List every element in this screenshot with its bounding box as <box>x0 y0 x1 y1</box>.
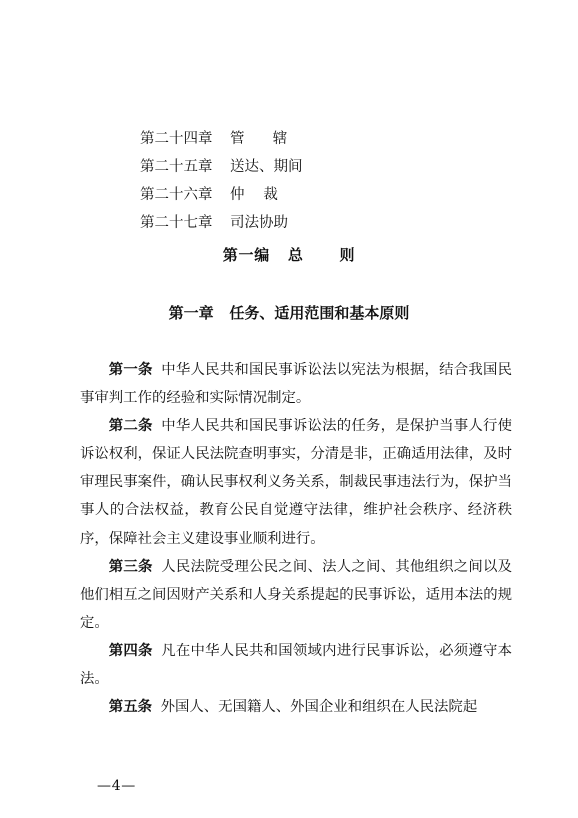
chapter-heading: 第一章 任务、适用范围和基本原则 <box>168 304 410 322</box>
article-text: 人民法院受理公民之间、法人之间、其他组织之间以及他们相互之间因财产关系和人身关系提起的民事诉讼，适用本法的规定。 <box>80 558 512 631</box>
article-paragraph <box>80 637 512 693</box>
part-heading: 第一编 总 则 <box>222 246 356 264</box>
article-body <box>80 356 512 721</box>
toc-chapter-number: 第二十五章 <box>140 159 213 175</box>
article-paragraph <box>80 693 512 721</box>
toc-chapter-title: 司法协助 <box>230 215 288 231</box>
article-number: 第五条 <box>108 699 152 716</box>
toc-chapter-number: 第二十六章 <box>140 187 213 203</box>
article-paragraph <box>80 412 512 552</box>
toc-item <box>140 209 440 237</box>
toc-chapter-title: 送达、期间 <box>230 159 303 175</box>
article-number: 第二条 <box>108 418 153 435</box>
toc-item <box>140 153 440 181</box>
toc-chapter-title: 仲裁 <box>230 187 297 203</box>
toc-chapter-title: 管辖 <box>230 131 316 147</box>
article-number: 第四条 <box>108 642 153 659</box>
toc-chapter-number: 第二十七章 <box>140 215 213 231</box>
table-of-contents <box>140 125 440 237</box>
toc-chapter-number: 第二十四章 <box>140 131 213 147</box>
page-number: —4— <box>97 778 137 794</box>
toc-item <box>140 181 440 209</box>
article-text: 中华人民共和国民事诉讼法以宪法为根据，结合我国民事审判工作的经验和实际情况制定。 <box>80 362 512 407</box>
article-number: 第三条 <box>108 558 153 575</box>
article-number: 第一条 <box>108 362 153 378</box>
article-text: 外国人、无国籍人、外国企业和组织在人民法院起 <box>160 699 478 716</box>
article-text: 凡在中华人民共和国领域内进行民事诉讼，必须遵守本法。 <box>80 642 512 688</box>
article-paragraph <box>80 356 512 412</box>
toc-item <box>140 125 440 153</box>
article-paragraph <box>80 553 512 637</box>
article-text: 中华人民共和国民事诉讼法的任务，是保护当事人行使诉讼权利，保证人民法院查明事实，分清是非，正确适用法律，及时审理民事案件，确认民事权利义务关系，制裁民事违法行为，保护当事人的合法权益，教育公民自觉遵守法律，维护社会秩序、经济秩序，保障社会主义建设事业顺利进行。 <box>80 418 512 547</box>
